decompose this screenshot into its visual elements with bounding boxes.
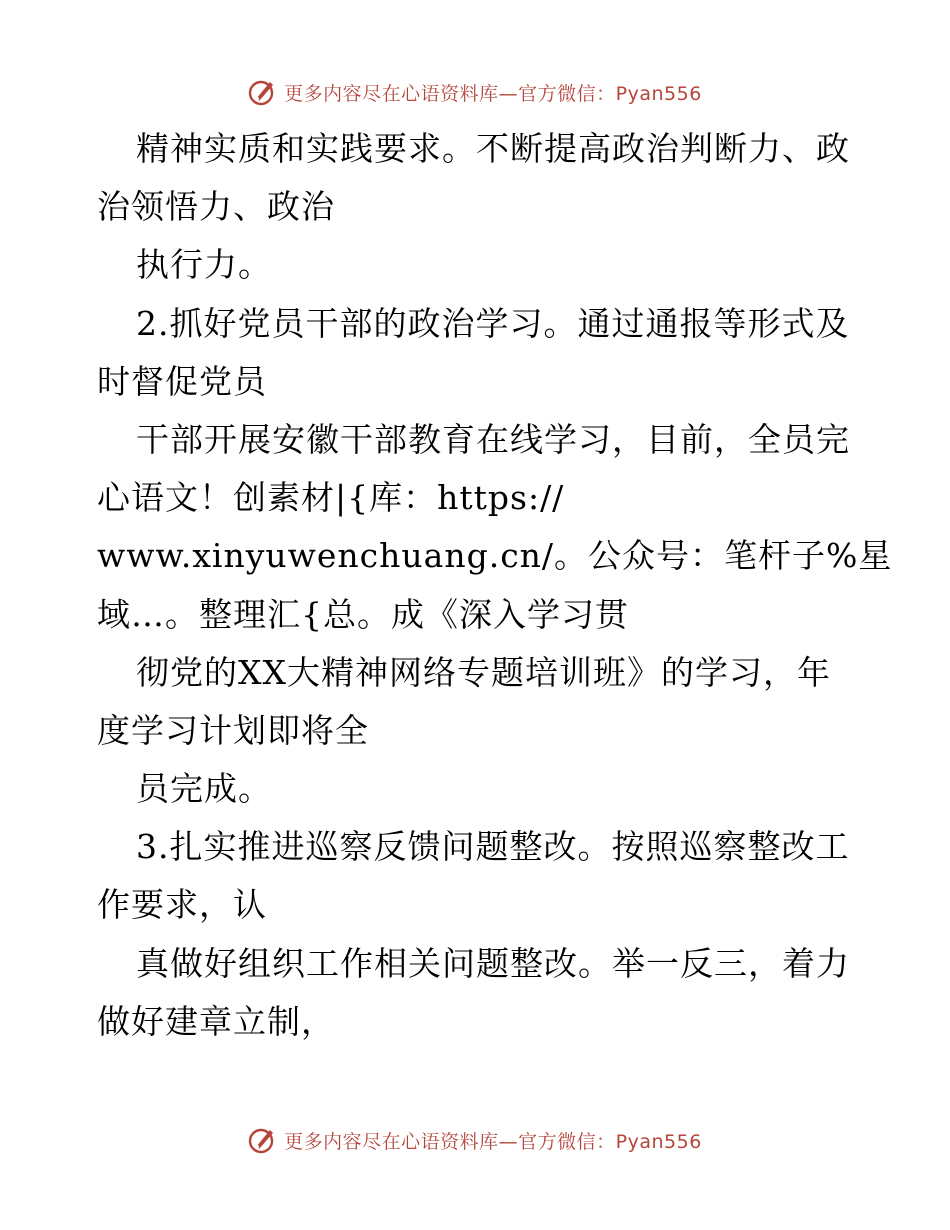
header-banner-text: 更多内容尽在心语资料库—官方微信：Pyan556 [284, 82, 702, 105]
footer-banner-text: 更多内容尽在心语资料库—官方微信：Pyan556 [284, 1130, 702, 1153]
text-line: 做好建章立制， [97, 1001, 335, 1041]
footer-banner [0, 1120, 950, 1160]
text-line: 精神实质和实践要求。不断提高政治判断力、政 [136, 129, 850, 168]
text-line: 时督促党员 [97, 361, 267, 401]
text-line: 治领悟力、政治 [97, 187, 335, 227]
text-line: 员完成。 [136, 769, 272, 809]
document-body [97, 120, 893, 1051]
text-line: 域…。整理汇{总。成《深入学习贯 [97, 594, 629, 634]
text-line: www.xinyuwenchuang.cn/。公众号：笔杆子%星 [97, 536, 893, 576]
quill-pen-logo-icon [248, 1125, 278, 1155]
text-line: 干部开展安徽干部教育在线学习，目前，全员完 [136, 419, 850, 459]
text-line: 3.扎实推进巡察反馈问题整改。按照巡察整改工 [136, 827, 850, 867]
text-line: 2.抓好党员干部的政治学习。通过通报等形式及 [136, 303, 850, 343]
text-line: 作要求，认 [97, 885, 267, 925]
text-line: 真做好组织工作相关问题整改。举一反三，着力 [136, 943, 850, 983]
quill-pen-logo-icon [248, 77, 278, 107]
header-banner [0, 72, 950, 112]
text-line: 度学习计划即将全 [97, 710, 369, 750]
text-line: 执行力。 [136, 245, 272, 285]
text-line: 彻党的XX大精神网络专题培训班》的学习，年 [136, 652, 831, 692]
text-line: 心语文！创素材|{库：https:// [97, 478, 565, 518]
